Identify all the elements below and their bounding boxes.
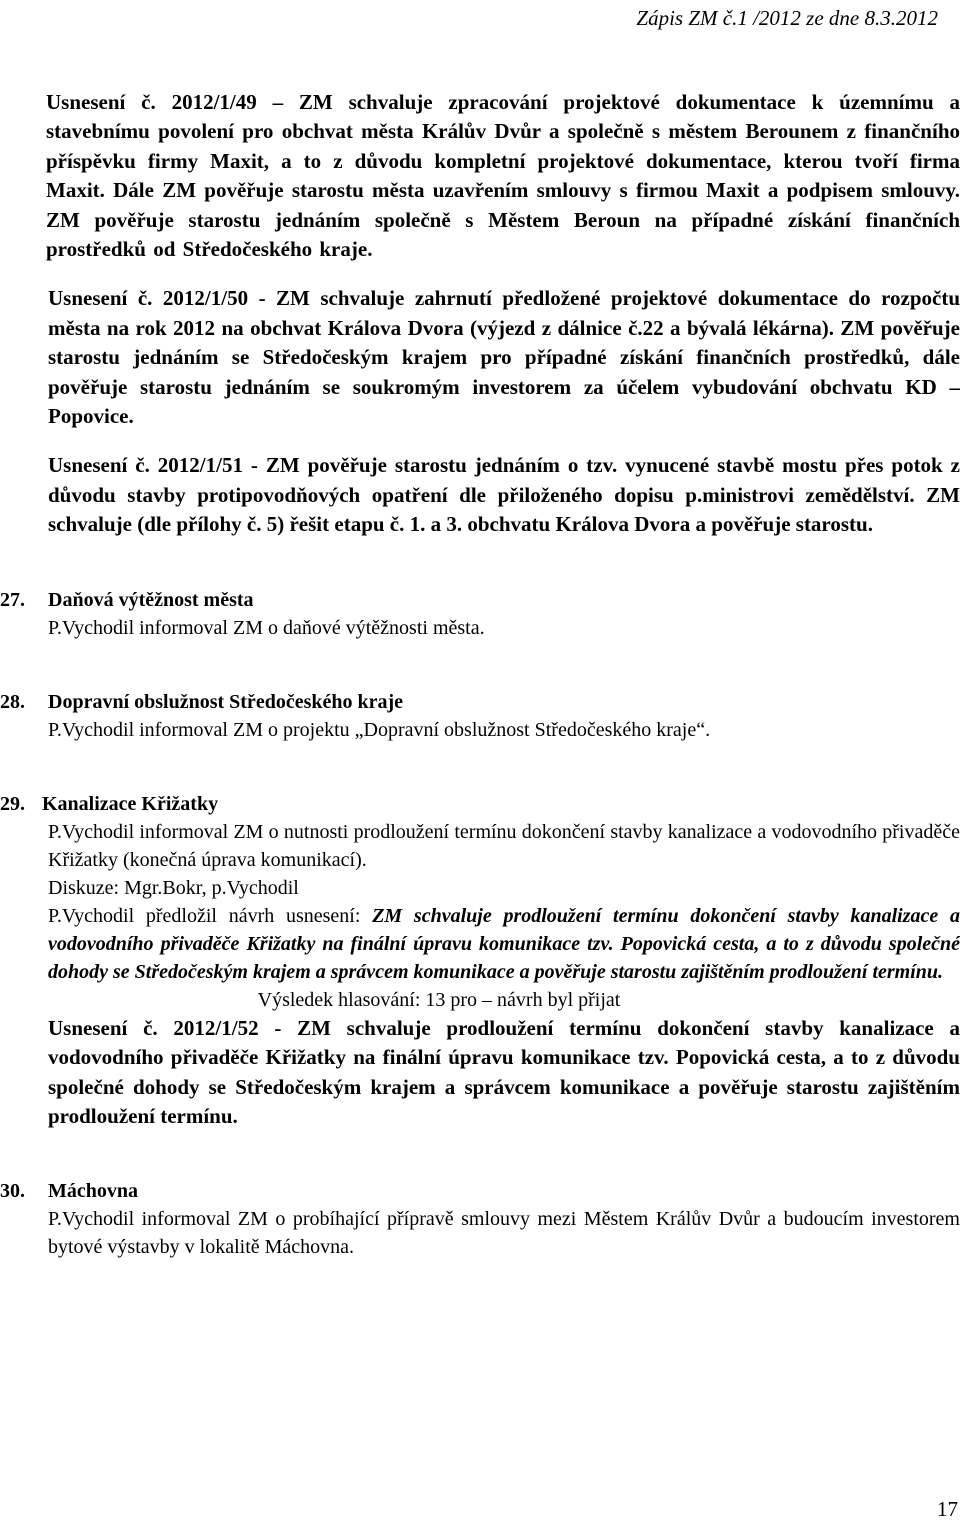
item-29-proposal-text: ZM schvaluje prodloužení termínu dokončení stavby kanalizace a vodovodního přivaděče Křižatky na finální úpravu komunikace tzv. Popovická cesta, a to z důvodu společné dohody se Středočeským krajem a správcem komunikace a pověřuje starostu zajištěním prodloužení termínu. [48,904,960,983]
resolution-49 [46,88,960,264]
item-30-heading [0,1177,960,1205]
item-29-title: Kanalizace Křižatky [42,792,219,815]
item-27-body: P.Vychodil informoval ZM o daňové výtěžnosti města. [48,616,485,639]
item-27-heading [0,586,960,614]
document-header: Zápis ZM č.1 /2012 ze dne 8.3.2012 [636,6,938,30]
resolution-52: Usnesení č. 2012/1/52 - ZM schvaluje prodloužení termínu dokončení stavby kanalizace a vodovodního přivaděče Křižatky na finální úpravu komunikace tzv. Popovická cesta, a to z důvodu společné dohody se Středočeským krajem a správcem komunikace a pověřuje starostu zajištěním prodloužení termínu. [48,1015,960,1128]
item-29-vote-result: Výsledek hlasování: 13 pro – návrh byl přijat [257,988,621,1011]
item-30-body: P.Vychodil informoval ZM o probíhající přípravě smlouvy mezi Městem Králův Dvůr a budoucím investorem bytové výstavby v lokalitě Máchovna. [48,1208,960,1259]
resolution-50-text: - ZM schvaluje zahrnutí předložené projektové dokumentace do rozpočtu města na rok 2012 na obchvat Králova Dvora (výjezd z dálnice č.22 a bývalá lékárna). ZM pověřuje starostu jednáním se Středočeským krajem pro případné získání finančních prostředků, dále pověřuje starostu jednáním se soukromým investorem za účelem vybudování obchvatu KD – Popovice. [48,286,960,429]
resolution-49-title: Usnesení č. 2012/1/49 [46,90,273,114]
resolution-51 [48,451,960,539]
resolution-50-title: Usnesení č. 2012/1/50 [48,286,249,311]
resolution-49-text: ZM schvaluje zpracování projektové dokumentace k územnímu a stavebnímu povolení pro obchvat města Králův Dvůr a společně s městem Berounem z finančního příspěvku firmy Maxit, a to z důvodu kompletní projektové dokumentace, kterou tvoří firma Maxit. Dále ZM pověřuje starostu města uzavřením smlouvy s firmou Maxit a podpisem smlouvy. ZM pověřuje starostu jednáním společně s Městem Beroun na případné získání finančních prostředků od Středočeského kraje. [46,90,960,262]
item-27-title: Daňová výtěžnost města [48,588,254,611]
resolution-49-dash: – [272,90,284,114]
resolution-51-text: - ZM pověřuje starostu jednáním o tzv. vynucené stavbě mostu přes potok z důvodu stavby protipovodňových opatření dle přiloženého dopisu p.ministrovi zemědělství. ZM schvaluje (dle přílohy č. 5) řešit etapu č. 1. a 3. obchvatu Králova Dvora a pověřuje starostu. [48,453,960,537]
item-29-proposal-intro: P.Vychodil předložil návrh usnesení: [48,904,373,927]
document-body [0,88,960,1261]
item-28-body: P.Vychodil informoval ZM o projektu „Dopravní obslužnost Středočeského kraje“. [48,718,711,741]
item-28-title: Dopravní obslužnost Středočeského kraje [48,690,404,713]
item-29-discussion: Diskuze: Mgr.Bokr, p.Vychodil [48,876,299,899]
item-29-heading [0,790,960,818]
item-30-title: Máchovna [48,1180,138,1203]
item-29-proposal [48,902,960,986]
item-28-heading [0,688,960,716]
page-number: 17 [937,1497,958,1521]
resolution-50 [48,284,960,431]
item-28-number: 28. [0,690,25,713]
item-27-number: 27. [0,588,25,611]
item-29-body: P.Vychodil informoval ZM o nutnosti prodloužení termínu dokončení stavby kanalizace a vodovodního přivaděče Křižatky (konečná úprava komunikací). [48,820,960,871]
resolution-51-title: Usnesení č. 2012/1/51 [48,453,243,478]
item-30-number: 30. [0,1180,25,1203]
item-29-number: 29. [0,792,25,815]
